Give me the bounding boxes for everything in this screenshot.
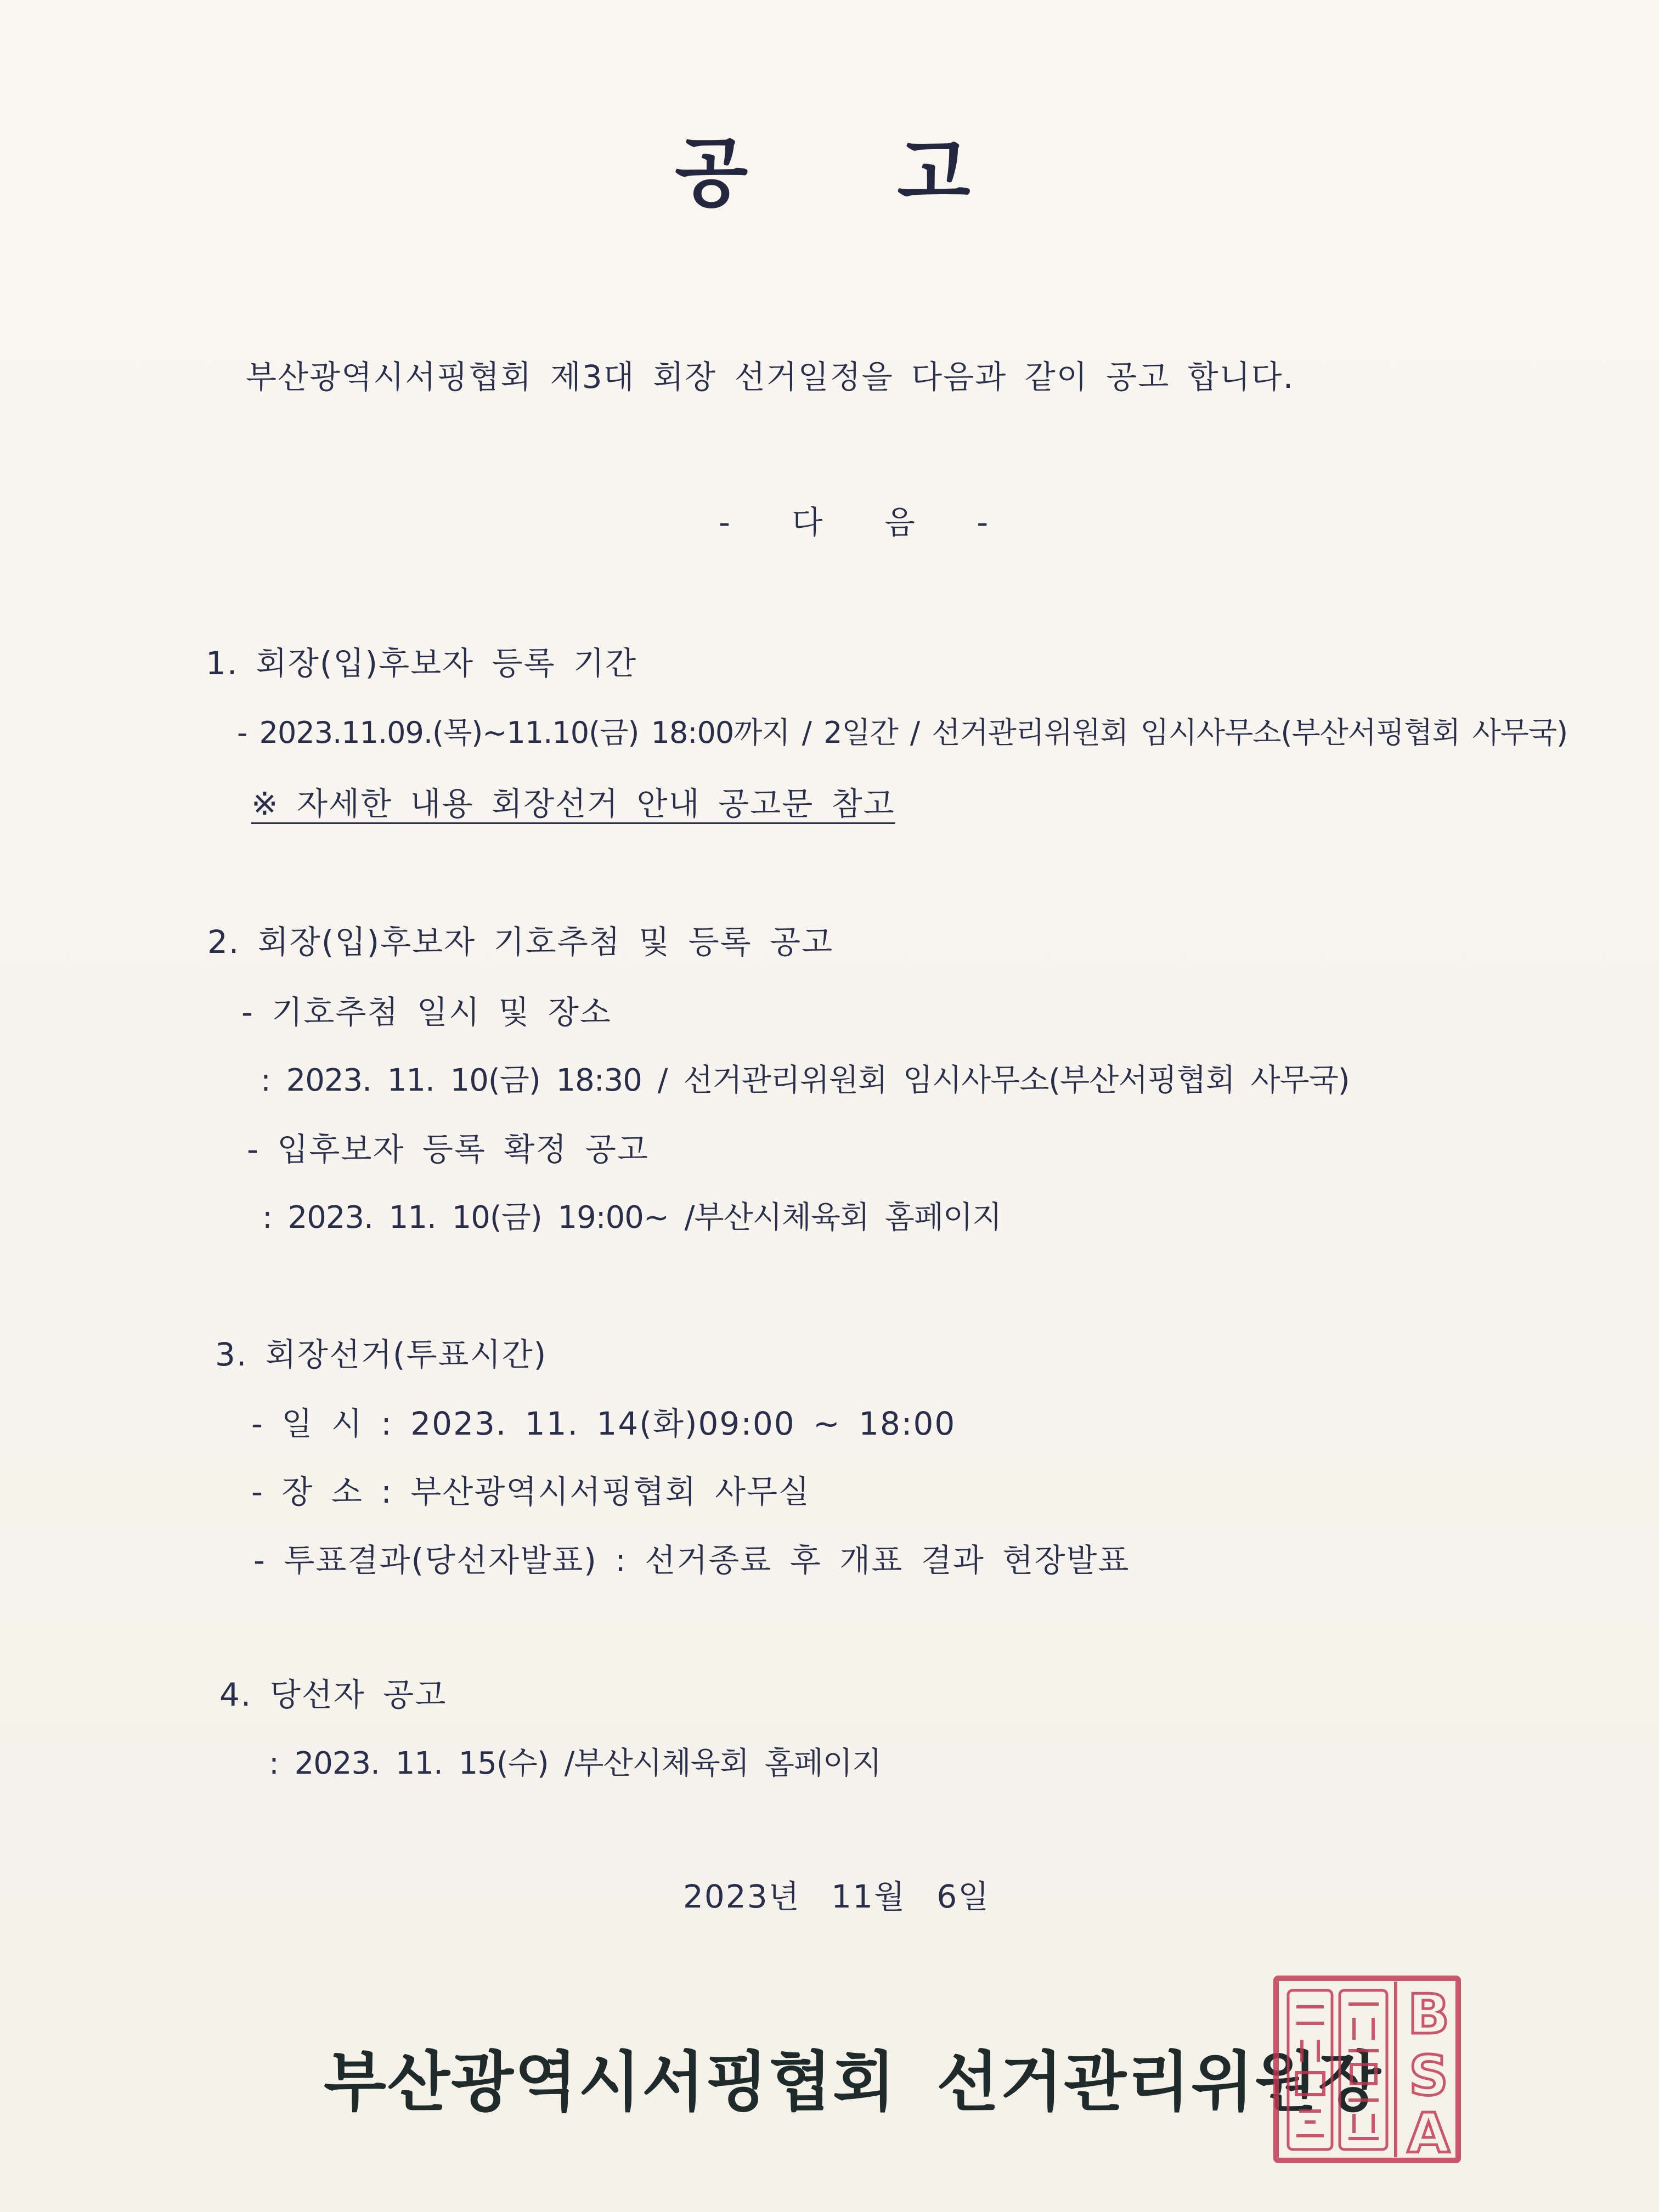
stamp-letter-s: S (1408, 2044, 1449, 2108)
section-2-sub2-detail: : 2023. 11. 10(금) 19:00~ /부산시체육회 홈페이지 (262, 1200, 1002, 1235)
issue-date: 2023년 11월 6일 (683, 1878, 990, 1915)
section-2-sub1: - 기호추첨 일시 및 장소 (241, 994, 612, 1031)
stamp-letter-a: A (1407, 2101, 1450, 2165)
section-2-heading: 2. 회장(입)후보자 기호추첨 및 등록 공고 (207, 923, 834, 961)
section-3-heading: 3. 회장선거(투표시간) (215, 1336, 548, 1373)
section-3-when: - 일 시 : 2023. 11. 14(화)09:00 ~ 18:00 (251, 1405, 956, 1442)
section-4-detail: : 2023. 11. 15(수) /부산시체육회 홈페이지 (269, 1746, 882, 1781)
section-2-sub2: - 입후보자 등록 확정 공고 (247, 1131, 649, 1168)
next-marker: - 다 음 - (719, 504, 990, 541)
official-seal-stamp (1272, 1974, 1463, 2165)
section-1-heading: 1. 회장(입)후보자 등록 기간 (206, 645, 637, 682)
section-2-sub1-detail: : 2023. 11. 10(금) 18:30 / 선거관리위원회 임시사무소(부산서핑협회 사무국) (261, 1063, 1350, 1098)
stamp-letter-b: B (1407, 1982, 1450, 2046)
section-1-detail: - 2023.11.09.(목)~11.10(금) 18:00까지 / 2일간 / 선거관리위원회 임시사무소(부산서핑협회 사무국) (237, 715, 1568, 750)
section-3-result: - 투표결과(당선자발표) : 선거종료 후 개표 결과 현장발표 (253, 1542, 1130, 1579)
signer-name: 부산광역시서핑협회 선거관리위원장 (324, 2044, 1382, 2120)
lead-sentence: 부산광역시서핑협회 제3대 회장 선거일정을 다음과 같이 공고 합니다. (246, 358, 1295, 396)
section-4-heading: 4. 당선자 공고 (219, 1676, 447, 1713)
section-1-note: ※ 자세한 내용 회장선거 안내 공고문 참고 (251, 785, 895, 822)
document-title: 공 고 (675, 129, 972, 217)
section-3-where: - 장 소 : 부산광역시서핑협회 사무실 (251, 1473, 811, 1510)
